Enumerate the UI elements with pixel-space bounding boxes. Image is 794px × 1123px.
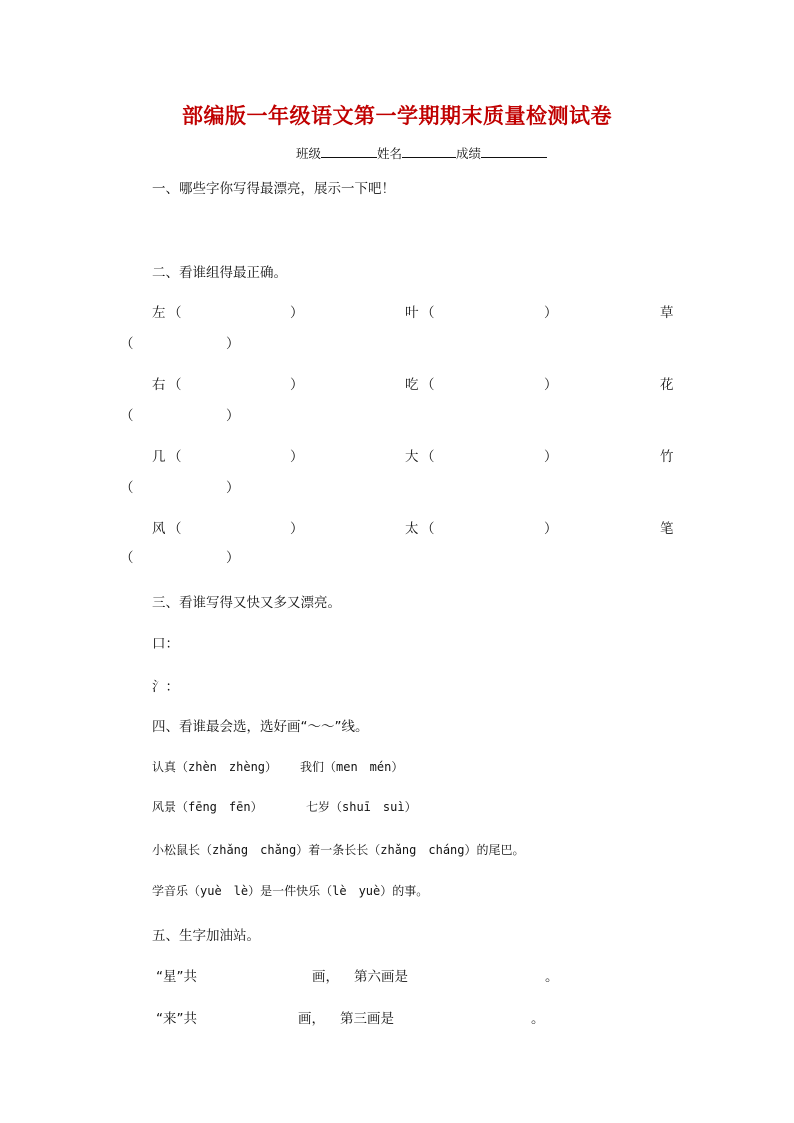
stroke-order-label: 第三画是: [340, 1011, 394, 1027]
paren-open: （: [168, 521, 182, 537]
section-3-heading: 三、看谁写得又快又多又漂亮。: [152, 595, 341, 611]
period: 。: [531, 1011, 545, 1027]
pinyin-sentence-1: 小松鼠长（zhǎng chǎng）着一条长长（zhǎng cháng）的尾巴。: [152, 843, 525, 857]
word-char-2: 太: [405, 521, 419, 537]
paren-open: （: [120, 550, 134, 566]
paren-open: （: [168, 305, 182, 321]
class-blank[interactable]: [321, 145, 377, 158]
word-char-2: 吃: [405, 377, 419, 393]
pinyin-choice-2: 我们（men mén）: [300, 760, 404, 774]
stroke-count-label: 画，: [298, 1011, 325, 1027]
paren-close: ）: [544, 449, 558, 465]
paren-open: （: [120, 336, 134, 352]
pinyin-choice-1: 认真（zhèn zhèng）: [152, 760, 278, 774]
period: 。: [545, 969, 559, 985]
radical-kou-item: 口：: [152, 636, 179, 652]
paren-open: （: [421, 305, 435, 321]
paren-close: ）: [290, 377, 304, 393]
word-char-2: 大: [405, 449, 419, 465]
score-blank[interactable]: [481, 145, 547, 158]
paren-close: ）: [290, 305, 304, 321]
pinyin-choice-4: 七岁（shuī suì）: [306, 800, 417, 814]
stroke-char-label: “来”共: [156, 1011, 197, 1027]
stroke-order-label: 第六画是: [354, 969, 408, 985]
word-char-3: 草: [660, 305, 674, 321]
paren-close: ）: [290, 449, 304, 465]
paren-close: ）: [290, 521, 304, 537]
page-title: 部编版一年级语文第一学期期末质量检测试卷: [182, 103, 612, 128]
word-char-1: 几: [152, 449, 166, 465]
paren-open: （: [421, 377, 435, 393]
paren-close: ）: [226, 408, 240, 424]
paren-open: （: [120, 408, 134, 424]
word-char-3: 竹: [660, 449, 674, 465]
pinyin-sentence-2: 学音乐（yuè lè）是一件快乐（lè yuè）的事。: [152, 884, 429, 898]
paren-close: ）: [544, 521, 558, 537]
word-char-3: 笔: [660, 521, 674, 537]
paren-close: ）: [226, 480, 240, 496]
paren-close: ）: [544, 305, 558, 321]
name-blank[interactable]: [402, 145, 456, 158]
section-2-heading: 二、看谁组得最正确。: [152, 265, 287, 281]
section-1-heading: 一、哪些字你写得最漂亮，展示一下吧！: [152, 181, 395, 197]
paren-close: ）: [226, 336, 240, 352]
pinyin-choice-3: 风景（fēng fēn）: [152, 800, 263, 814]
paren-open: （: [421, 449, 435, 465]
section-4-heading: 四、看谁最会选，选好画“～～”线。: [152, 719, 369, 735]
word-char-1: 风: [152, 521, 166, 537]
radical-water-item: 氵：: [152, 679, 179, 695]
name-label: 姓名: [377, 146, 403, 161]
class-label: 班级: [296, 146, 322, 161]
stroke-char-label: “星”共: [156, 969, 197, 985]
score-label: 成绩: [456, 146, 482, 161]
paren-open: （: [168, 377, 182, 393]
paren-open: （: [120, 480, 134, 496]
section-5-heading: 五、生字加油站。: [152, 928, 260, 944]
word-char-1: 右: [152, 377, 166, 393]
paren-close: ）: [226, 550, 240, 566]
word-char-3: 花: [660, 377, 674, 393]
paren-open: （: [168, 449, 182, 465]
word-char-1: 左: [152, 305, 166, 321]
stroke-count-label: 画，: [312, 969, 339, 985]
paren-close: ）: [544, 377, 558, 393]
paren-open: （: [421, 521, 435, 537]
student-info-line: [296, 144, 547, 162]
word-char-2: 叶: [405, 305, 419, 321]
